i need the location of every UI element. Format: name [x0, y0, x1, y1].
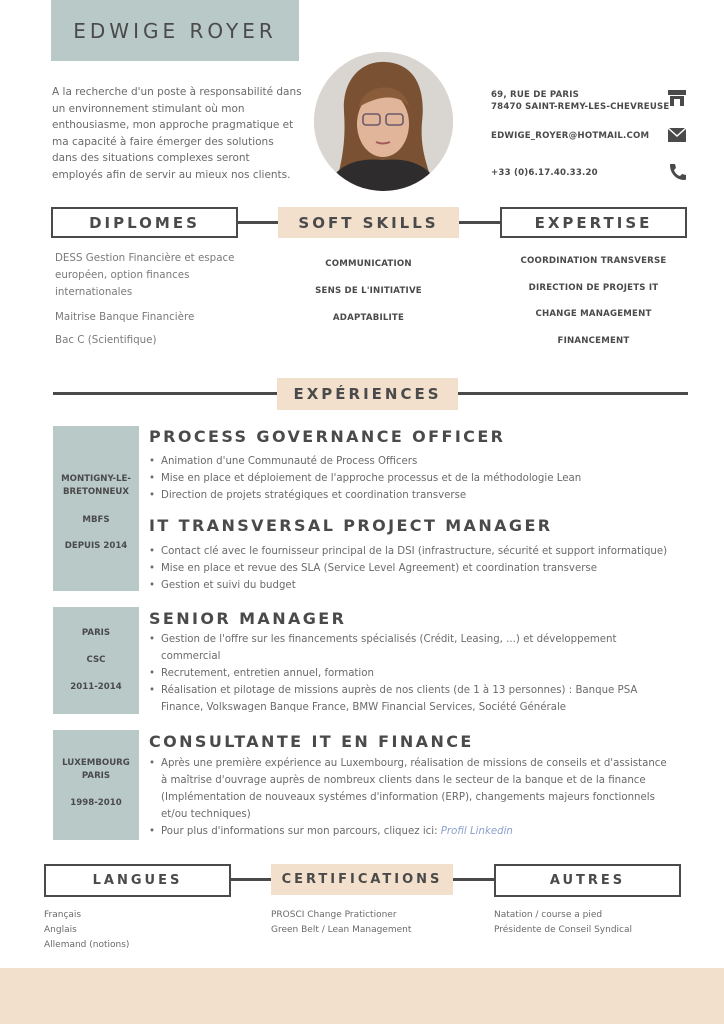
- autre-item: Natation / course a pied: [494, 910, 603, 920]
- experience-location: LUXEMBOURG PARIS: [62, 758, 130, 781]
- job-bullets: [149, 543, 689, 594]
- autre-item: Présidente de Conseil Syndical: [494, 925, 632, 935]
- diploma-item: Maitrise Banque Financière: [55, 311, 195, 323]
- diploma-item: Bac C (Scientifique): [55, 334, 157, 346]
- job-bullets: [149, 453, 689, 504]
- linkedin-link[interactable]: Profil Linkedin: [440, 826, 513, 837]
- certification-item: PROSCI Change Pratictioner: [271, 910, 397, 920]
- certifications-list: [271, 908, 411, 938]
- envelope-icon: [667, 126, 687, 144]
- autres-heading: AUTRES: [494, 864, 681, 897]
- langues-list: [44, 908, 129, 953]
- address-line-1: 69, RUE DE PARIS: [491, 90, 580, 100]
- phone[interactable]: +33 (0)6.17.40.33.20: [491, 168, 598, 178]
- job-bullet: • Mise en place et revue des SLA (Service Level Agreement) et coordination transverse: [149, 560, 689, 577]
- job-bullet: • Après une première expérience au Luxembourg, réalisation de missions de conseils et d'assistance à maîtrise d'ouvrage auprès de nombreux clients dans le secteur de la banque et de la finance (Implémentation de nouveaux systémes d'information (ERP), changements majeurs fonctionnels et/ou techniques): [149, 755, 673, 823]
- job-title: IT TRANSVERSAL PROJECT MANAGER: [149, 516, 553, 535]
- expertise-item: FINANCEMENT: [557, 336, 630, 346]
- job-bullet: • Gestion de l'offre sur les financements spécialisés (Crédit, Leasing, ...) et développement commercial: [149, 631, 649, 665]
- email[interactable]: EDWIGE_ROYER@HOTMAIL.COM: [491, 131, 650, 141]
- job-bullets: [149, 631, 649, 716]
- experience-location: PARIS: [81, 628, 111, 638]
- langue-item: Français: [44, 910, 82, 920]
- diploma-item: DESS Gestion Financière et espace européen, option finances internationales: [55, 252, 235, 298]
- job-bullet: • Contact clé avec le fournisseur principal de la DSI (infrastructure, sécurité et support informatique): [149, 543, 689, 560]
- name-banner: [51, 0, 299, 61]
- langues-heading: LANGUES: [44, 864, 231, 897]
- soft-skills-heading: SOFT SKILLS: [278, 207, 459, 238]
- footer-band: [0, 968, 724, 1024]
- job-bullet: • Direction de projets stratégiques et coordination transverse: [149, 487, 689, 504]
- experience-period: 1998-2010: [70, 798, 122, 808]
- profile-photo: [314, 52, 453, 191]
- job-bullet: • Réalisation et pilotage de missions auprès de nos clients (de 1 à 13 personnes) : Banque PSA Finance, Volkswagen Banque France, BMW Financial Services, Société Générale: [149, 682, 649, 716]
- certification-item: Green Belt / Lean Management: [271, 925, 412, 935]
- job-title: SENIOR MANAGER: [149, 609, 347, 628]
- experience-sidebar: [53, 730, 139, 840]
- autres-list: [494, 908, 632, 938]
- phone-icon: [667, 163, 687, 181]
- experience-company: CSC: [86, 655, 106, 665]
- experience-sidebar: [53, 426, 139, 591]
- job-bullet: • Recrutement, entretien annuel, formation: [149, 665, 649, 682]
- expertise-item: CHANGE MANAGEMENT: [535, 309, 652, 319]
- experience-period: 2011-2014: [70, 682, 122, 692]
- address: [491, 89, 670, 113]
- expertise-item: DIRECTION DE PROJETS IT: [528, 283, 659, 293]
- job-title: PROCESS GOVERNANCE OFFICER: [149, 427, 506, 446]
- experience-company: MBFS: [82, 515, 110, 525]
- job-bullet: [149, 823, 673, 840]
- diplomes-heading: DIPLOMES: [51, 207, 238, 238]
- experience-sidebar: [53, 607, 139, 714]
- soft-skill-item: ADAPTABILITE: [332, 313, 405, 323]
- job-title: CONSULTANTE IT EN FINANCE: [149, 732, 474, 751]
- experience-location: MONTIGNY-LE-BRETONNEUX: [61, 474, 131, 497]
- langue-item: Allemand (notions): [44, 940, 130, 950]
- job-bullet: • Animation d'une Communauté de Process Officers: [149, 453, 689, 470]
- address-line-2: 78470 SAINT-REMY-LES-CHEVREUSE: [491, 102, 670, 112]
- experiences-heading: EXPÉRIENCES: [277, 378, 458, 410]
- job-bullet: • Mise en place et déploiement de l'approche processus et de la méthodologie Lean: [149, 470, 689, 487]
- job-bullets: [149, 755, 673, 840]
- job-bullet-text: Pour plus d'informations sur mon parcours, cliquez ici:: [161, 826, 441, 837]
- home-icon: [667, 89, 687, 107]
- job-bullet: • Gestion et suivi du budget: [149, 577, 689, 594]
- soft-skill-item: SENS DE L'INITIATIVE: [315, 286, 422, 296]
- candidate-name: EDWIGE ROYER: [73, 18, 277, 43]
- soft-skill-item: COMMUNICATION: [325, 259, 412, 269]
- expertise-heading: EXPERTISE: [500, 207, 687, 238]
- intro-text: A la recherche d'un poste à responsabilité dans un environnement stimulant où mon enthousiasme, mon approche pragmatique et ma capacité à faire émerger des solutions dans des situations complexes seront employés afin de servir au mieux nos clients.: [52, 86, 302, 181]
- expertise-item: COORDINATION TRANSVERSE: [520, 256, 667, 266]
- experience-period: DEPUIS 2014: [64, 541, 128, 551]
- certifications-heading: CERTIFICATIONS: [271, 864, 453, 895]
- langue-item: Anglais: [44, 925, 77, 935]
